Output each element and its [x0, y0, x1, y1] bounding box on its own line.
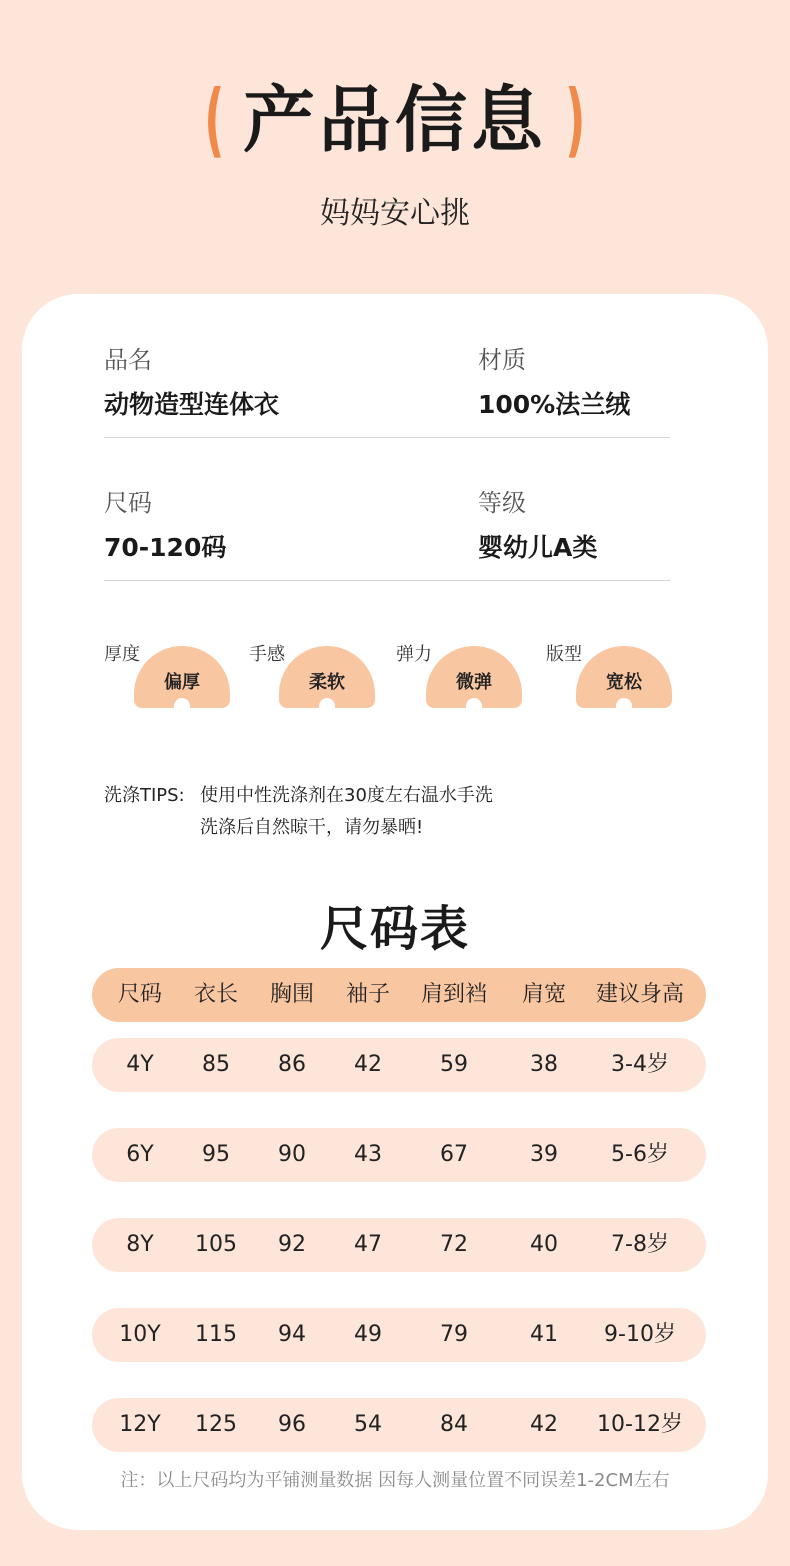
info-value: 100%法兰绒 — [478, 390, 631, 419]
table-cell: 115 — [195, 1322, 237, 1347]
table-cell: 79 — [440, 1322, 468, 1347]
table-row — [92, 1128, 706, 1182]
info-label: 尺码 — [104, 489, 152, 517]
table-cell: 6Y — [126, 1142, 154, 1167]
info-label: 等级 — [478, 489, 526, 517]
badge-notch — [319, 698, 335, 708]
scale-value: 偏厚 — [164, 672, 200, 693]
table-cell: 94 — [278, 1322, 306, 1347]
tips-line-1 — [104, 780, 493, 812]
table-row — [92, 1398, 706, 1452]
info-value: 70-120码 — [104, 533, 227, 562]
table-cell: 10-12岁 — [597, 1412, 683, 1437]
scale-label: 版型 — [546, 644, 582, 665]
table-cell: 4Y — [126, 1052, 154, 1077]
header-cell: 尺码 — [117, 982, 162, 1007]
table-cell: 92 — [278, 1232, 306, 1257]
table-row — [92, 1218, 706, 1272]
info-value: 动物造型连体衣 — [104, 390, 280, 419]
header-cell: 肩到裆 — [420, 982, 487, 1007]
scale-value: 微弹 — [456, 672, 492, 693]
info-value: 婴幼儿A类 — [478, 533, 598, 562]
right-parenthesis: ) — [565, 73, 586, 166]
table-cell: 85 — [202, 1052, 230, 1077]
info-row-2 — [104, 437, 670, 581]
table-cell: 67 — [440, 1142, 468, 1167]
scale-label: 手感 — [249, 644, 285, 665]
title-row — [0, 73, 790, 166]
table-cell: 3-4岁 — [611, 1052, 669, 1077]
info-grade — [478, 437, 597, 564]
info-label: 材质 — [478, 346, 526, 374]
scale-label: 弹力 — [396, 644, 432, 665]
scale-value: 柔软 — [309, 672, 345, 693]
table-cell: 86 — [278, 1052, 306, 1077]
table-cell: 95 — [202, 1142, 230, 1167]
table-cell: 84 — [440, 1412, 468, 1437]
info-label: 品名 — [104, 346, 152, 374]
table-cell: 42 — [354, 1052, 382, 1077]
info-size — [104, 437, 226, 564]
scale-label: 厚度 — [104, 644, 140, 665]
header-cell: 胸围 — [269, 982, 314, 1007]
table-cell: 42 — [530, 1412, 558, 1437]
header-cell: 袖子 — [345, 982, 390, 1007]
badge-notch — [616, 698, 632, 708]
washing-tips — [104, 780, 493, 844]
table-cell: 47 — [354, 1232, 382, 1257]
tips-text-1: 使用中性洗涤剂在30度左右温水手洗 — [200, 785, 493, 806]
badge-notch — [174, 698, 190, 708]
size-table-header — [92, 968, 706, 1022]
table-cell: 125 — [195, 1412, 237, 1437]
header-cell: 衣长 — [193, 982, 238, 1007]
page-title: 产品信息 — [242, 78, 547, 162]
table-cell: 96 — [278, 1412, 306, 1437]
table-cell: 40 — [530, 1232, 558, 1257]
table-cell: 72 — [440, 1232, 468, 1257]
table-cell: 8Y — [126, 1232, 154, 1257]
table-cell: 90 — [278, 1142, 306, 1167]
tips-text-2: 洗涤后自然晾干，请勿暴晒! — [200, 817, 424, 838]
table-cell: 10Y — [119, 1322, 161, 1347]
table-cell: 59 — [440, 1052, 468, 1077]
left-parenthesis: ( — [204, 73, 225, 166]
table-cell: 105 — [195, 1232, 237, 1257]
page-subtitle: 妈妈安心挑 — [320, 196, 470, 231]
table-cell: 38 — [530, 1052, 558, 1077]
table-cell: 54 — [354, 1412, 382, 1437]
table-cell: 43 — [354, 1142, 382, 1167]
header-cell: 肩宽 — [521, 982, 566, 1007]
table-row — [92, 1308, 706, 1362]
table-cell: 5-6岁 — [611, 1142, 669, 1167]
table-cell: 7-8岁 — [611, 1232, 669, 1257]
info-material — [478, 294, 630, 421]
table-cell: 9-10岁 — [604, 1322, 676, 1347]
info-row-1 — [104, 294, 670, 438]
table-row — [92, 1038, 706, 1092]
badge-notch — [466, 698, 482, 708]
table-cell: 41 — [530, 1322, 558, 1347]
info-name — [104, 294, 279, 421]
table-cell: 12Y — [119, 1412, 161, 1437]
table-cell: 39 — [530, 1142, 558, 1167]
size-table-title: 尺码表 — [319, 901, 470, 957]
scale-value: 宽松 — [606, 672, 642, 693]
header-cell: 建议身高 — [595, 982, 684, 1007]
size-note: 注：以上尺码均为平铺测量数据 因每人测量位置不同误差1-2CM左右 — [120, 1470, 670, 1491]
table-cell: 49 — [354, 1322, 382, 1347]
tips-label: 洗涤TIPS: — [104, 785, 185, 806]
